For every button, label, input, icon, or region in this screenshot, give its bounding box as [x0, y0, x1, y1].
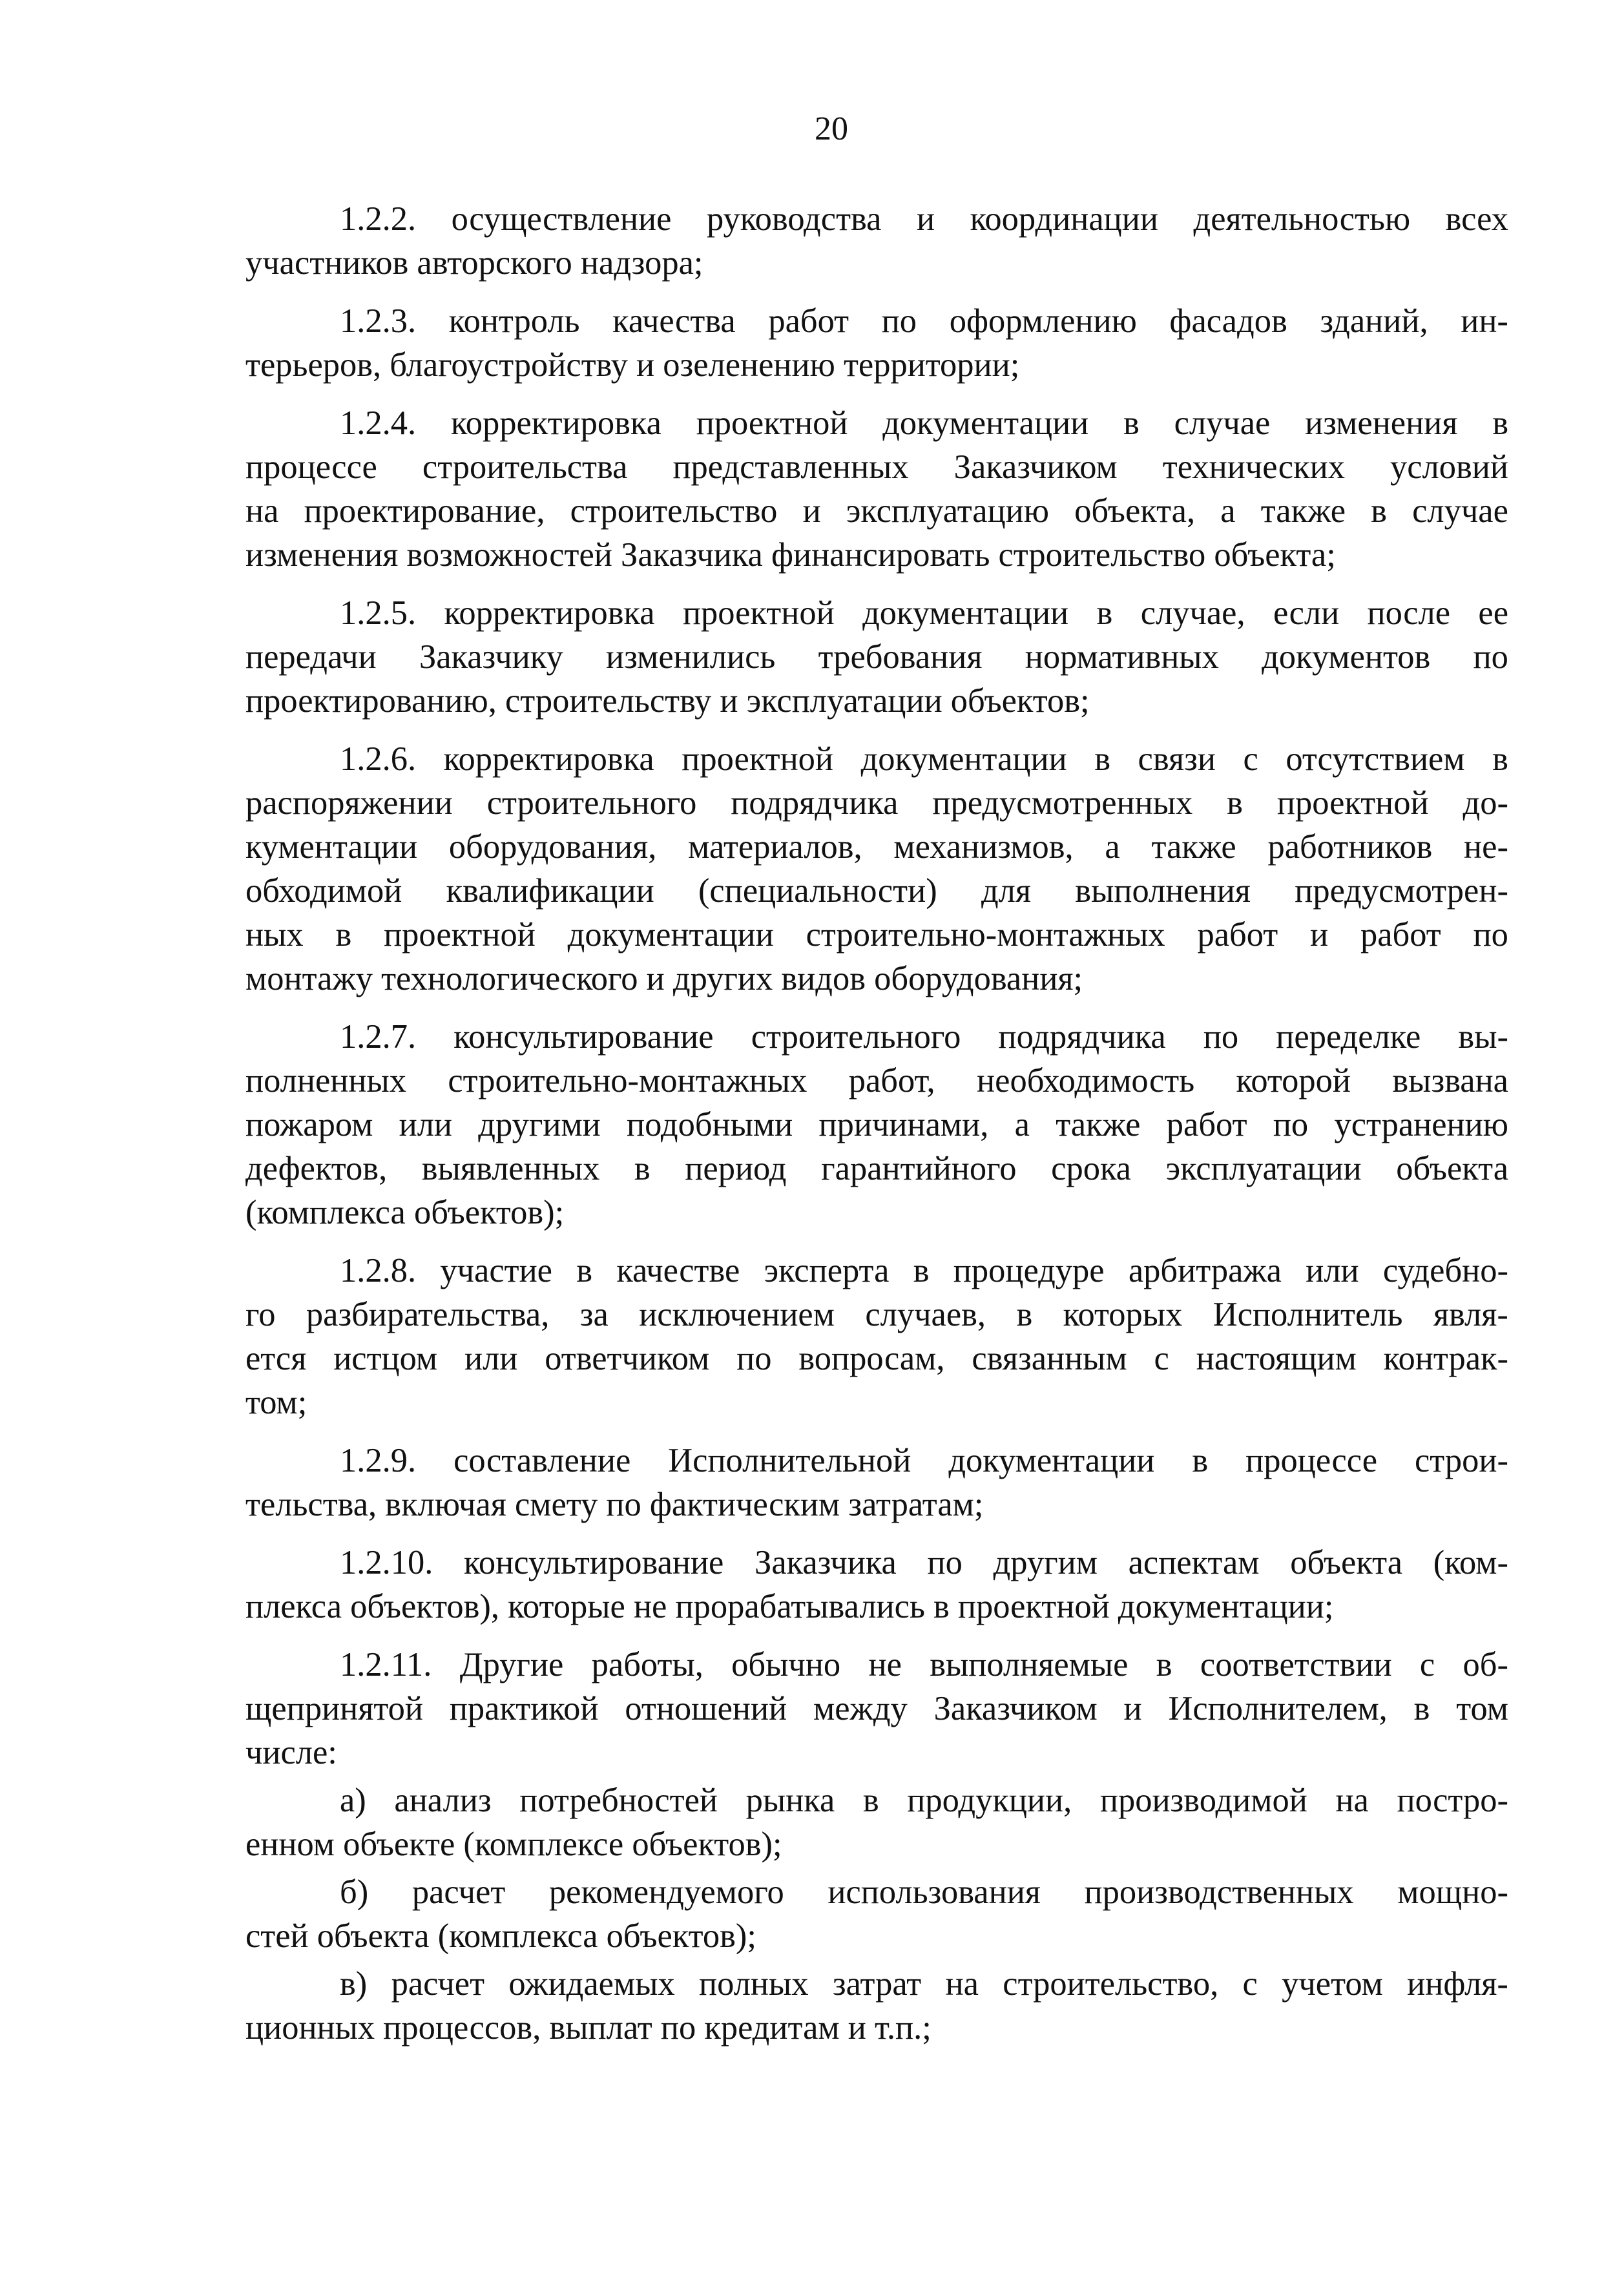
word: Заказчиком	[953, 448, 1118, 486]
text-line: стей объекта (комплекса объектов);	[245, 1917, 756, 1955]
word: строительно-монтажных	[448, 1062, 807, 1099]
word: и	[916, 200, 935, 238]
word: на	[245, 492, 279, 530]
word: вопросам,	[798, 1340, 945, 1377]
text-line	[245, 635, 1508, 679]
text-line	[245, 1870, 1508, 1914]
text-line	[245, 445, 1508, 489]
word: составление	[453, 1442, 631, 1479]
word: материалов,	[688, 828, 862, 866]
word: практикой	[449, 1690, 599, 1727]
text-line: участников авторского надзора;	[245, 244, 703, 282]
word: для	[981, 872, 1032, 910]
word: механизмов,	[893, 828, 1074, 866]
word: в	[1096, 594, 1113, 632]
word: на	[1335, 1782, 1369, 1819]
word: между	[813, 1690, 908, 1727]
text-line	[245, 1293, 1508, 1337]
word: по	[881, 302, 917, 340]
word: работников	[1267, 828, 1433, 866]
text-line	[245, 913, 1508, 957]
word: истцом	[333, 1340, 438, 1377]
word: гарантийного	[821, 1150, 1017, 1187]
word: документации	[860, 740, 1067, 778]
paragraph-1-2-2	[245, 197, 1508, 285]
text-line: числе:	[245, 1734, 337, 1771]
word: или	[464, 1340, 518, 1377]
word: деятельностью	[1193, 200, 1411, 238]
word: подрядчика	[731, 784, 899, 822]
word: которых	[1063, 1296, 1183, 1333]
word: ных	[245, 916, 304, 953]
word: эксплуатации	[1165, 1150, 1362, 1187]
word: подобными	[627, 1106, 793, 1143]
word: в	[1156, 1646, 1172, 1683]
word: контроль	[448, 302, 580, 340]
text-line: плекса объектов), которые не прорабатывались в проектной документации;	[245, 1588, 1334, 1625]
word: качестве	[616, 1252, 740, 1289]
word: осуществление	[451, 200, 672, 238]
text-line	[245, 1103, 1508, 1147]
word: случаев,	[865, 1296, 986, 1333]
word: инфля-	[1407, 1965, 1508, 2003]
paragraph-1-2-8	[245, 1249, 1508, 1424]
word: проектной	[1276, 784, 1429, 822]
word: зданий,	[1320, 302, 1428, 340]
word: 1.2.2.	[340, 200, 417, 238]
word: в	[1123, 404, 1140, 442]
word: работ	[1360, 916, 1441, 953]
word: в	[634, 1150, 651, 1187]
paragraph-item-b	[245, 1870, 1508, 1958]
word: технических	[1162, 448, 1345, 486]
word: а	[1105, 828, 1120, 866]
word: в	[1094, 740, 1110, 778]
word: также	[1151, 828, 1236, 866]
word: (специальности)	[698, 872, 937, 910]
word: работ	[768, 302, 849, 340]
word: или	[1306, 1252, 1359, 1289]
word: период	[685, 1150, 787, 1187]
paragraph-1-2-6	[245, 737, 1508, 1001]
word: Заказчиком	[933, 1690, 1098, 1727]
text-line	[245, 1541, 1508, 1585]
word: явля-	[1433, 1296, 1508, 1333]
word: ожидаемых	[508, 1965, 675, 2003]
word: оборудования,	[448, 828, 657, 866]
word: требования	[818, 638, 983, 676]
word: Заказчику	[419, 638, 563, 676]
word: в	[1413, 1690, 1430, 1727]
word: (ком-	[1433, 1544, 1508, 1581]
word: строительно-монтажных	[806, 916, 1165, 953]
word: с	[1419, 1646, 1435, 1683]
word: а	[1220, 492, 1236, 530]
word: в	[1016, 1296, 1033, 1333]
word: за	[579, 1296, 609, 1333]
document-body	[245, 197, 1508, 2054]
text-line: енном объекте (комплексе объектов);	[245, 1826, 782, 1863]
paragraph-item-a	[245, 1778, 1508, 1866]
word: выявленных	[421, 1150, 600, 1187]
word: с	[1154, 1340, 1169, 1377]
text-line: (комплекса объектов);	[245, 1194, 565, 1231]
word: в	[1192, 1442, 1209, 1479]
word: 1.2.9.	[340, 1442, 417, 1479]
word: 1.2.7.	[340, 1018, 417, 1056]
text-line	[245, 591, 1508, 635]
page-number: 20	[815, 110, 848, 147]
word: Исполнителем,	[1168, 1690, 1388, 1727]
word: Заказчика	[755, 1544, 897, 1581]
text-line	[245, 1962, 1508, 2006]
word: строительства	[422, 448, 628, 486]
word: расчет	[391, 1965, 485, 2003]
word: по	[1273, 1106, 1309, 1143]
text-line	[245, 781, 1508, 825]
word: подрядчика	[998, 1018, 1166, 1056]
word: фасадов	[1169, 302, 1287, 340]
word: другим	[993, 1544, 1098, 1581]
text-line: ционных процессов, выплат по кредитам и т.п.;	[245, 2009, 932, 2047]
word: в	[1227, 784, 1243, 822]
word: связи	[1138, 740, 1216, 778]
word: в	[1492, 740, 1508, 778]
word: кументации	[245, 828, 418, 866]
word: корректировка	[443, 740, 654, 778]
word: в)	[340, 1965, 368, 2003]
word: участие	[440, 1252, 552, 1289]
text-line	[245, 869, 1508, 913]
word: использования	[828, 1873, 1041, 1911]
word: причинами,	[818, 1106, 989, 1143]
word: и	[802, 492, 821, 530]
word: го	[245, 1296, 276, 1333]
word: обычно	[731, 1646, 841, 1683]
word: контрак-	[1383, 1340, 1508, 1377]
text-line	[245, 1337, 1508, 1380]
word: по	[1473, 916, 1508, 953]
word: строи-	[1415, 1442, 1508, 1479]
text-line	[245, 1015, 1508, 1059]
word: по	[736, 1340, 772, 1377]
word: по	[1473, 638, 1508, 676]
word: случае	[1174, 404, 1271, 442]
word: или	[399, 1106, 453, 1143]
word: производственных	[1084, 1873, 1354, 1911]
word: документации	[862, 594, 1069, 632]
word: строительство	[570, 492, 778, 530]
word: процессе	[1245, 1442, 1378, 1479]
word: проектирование,	[304, 492, 545, 530]
word: изменения	[1305, 404, 1458, 442]
word: Другие	[459, 1646, 564, 1683]
word: связанным	[972, 1340, 1127, 1377]
word: координации	[970, 200, 1158, 238]
word: работ	[1166, 1106, 1247, 1143]
word: объекта	[1396, 1150, 1508, 1187]
paragraph-1-2-10	[245, 1541, 1508, 1629]
word: отношений	[625, 1690, 787, 1727]
word: консультирование	[453, 1018, 714, 1056]
word: выполнения	[1075, 872, 1251, 910]
paragraph-1-2-4	[245, 401, 1508, 577]
word: рынка	[745, 1782, 835, 1819]
word: б)	[340, 1873, 369, 1911]
word: судебно-	[1382, 1252, 1508, 1289]
paragraph-1-2-3	[245, 299, 1508, 387]
word: и	[1123, 1690, 1142, 1727]
word: по	[1203, 1018, 1239, 1056]
word: случае,	[1140, 594, 1245, 632]
text-line	[245, 489, 1508, 533]
word: переделке	[1276, 1018, 1421, 1056]
word: 1.2.6.	[340, 740, 417, 778]
word: полненных	[245, 1062, 406, 1099]
word: процедуре	[953, 1252, 1105, 1289]
paragraph-1-2-5	[245, 591, 1508, 723]
word: работы,	[591, 1646, 703, 1683]
word: эксперта	[764, 1252, 890, 1289]
word: представленных	[672, 448, 909, 486]
text-line	[245, 825, 1508, 869]
word: арбитража	[1128, 1252, 1282, 1289]
word: с	[1242, 1965, 1258, 2003]
word: проектной	[696, 404, 848, 442]
text-line	[245, 1059, 1508, 1103]
word: строительного	[486, 784, 697, 822]
word: отсутствием	[1286, 740, 1465, 778]
word: Исполнитель	[1213, 1296, 1403, 1333]
word: пожаром	[245, 1106, 373, 1143]
word: эксплуатацию	[846, 492, 1049, 530]
word: качества	[612, 302, 736, 340]
word: постро-	[1397, 1782, 1508, 1819]
word: расчет	[411, 1873, 506, 1911]
word: 1.2.10.	[340, 1544, 433, 1581]
word: анализ	[394, 1782, 492, 1819]
word: аспектам	[1128, 1544, 1260, 1581]
word: обходимой	[245, 872, 402, 910]
word: на	[945, 1965, 979, 2003]
word: необходимость	[977, 1062, 1195, 1099]
word: выполняемые	[930, 1646, 1129, 1683]
word: которой	[1236, 1062, 1351, 1099]
word: случае	[1412, 492, 1508, 530]
paragraph-1-2-9	[245, 1439, 1508, 1526]
word: 1.2.5.	[340, 594, 417, 632]
word: если	[1273, 594, 1340, 632]
word: в	[913, 1252, 930, 1289]
word: документов	[1262, 638, 1431, 676]
word: потребностей	[519, 1782, 718, 1819]
word: продукции,	[907, 1782, 1072, 1819]
word: консультирование	[464, 1544, 724, 1581]
word: до-	[1463, 784, 1508, 822]
word: после	[1367, 594, 1451, 632]
word: нормативных	[1025, 638, 1219, 676]
word: в	[862, 1782, 879, 1819]
word: исключением	[639, 1296, 835, 1333]
word: а	[1014, 1106, 1030, 1143]
word: квалификации	[446, 872, 654, 910]
word: работ	[1197, 916, 1278, 953]
word: с	[1243, 740, 1258, 778]
word: распоряжении	[245, 784, 453, 822]
text-line: монтажу технологического и других видов оборудования;	[245, 960, 1083, 997]
word: полных	[699, 1965, 809, 2003]
paragraph-item-v	[245, 1962, 1508, 2050]
word: условий	[1390, 448, 1508, 486]
word: дефектов,	[245, 1150, 388, 1187]
word: ется	[245, 1340, 307, 1377]
text-line: тельства, включая смету по фактическим затратам;	[245, 1486, 984, 1523]
text-line	[245, 737, 1508, 781]
text-line	[245, 1147, 1508, 1191]
word: вызвана	[1392, 1062, 1508, 1099]
word: строительного	[751, 1018, 961, 1056]
word: проектной	[682, 740, 834, 778]
word: соответствии	[1200, 1646, 1392, 1683]
word: затрат	[832, 1965, 922, 2003]
word: работ,	[848, 1062, 935, 1099]
word: также	[1260, 492, 1346, 530]
word: предусмотрен-	[1295, 872, 1508, 910]
word: мощно-	[1397, 1873, 1508, 1911]
word: разбирательства,	[306, 1296, 550, 1333]
text-line	[245, 1643, 1508, 1687]
word: в	[576, 1252, 593, 1289]
text-line	[245, 401, 1508, 445]
word: передачи	[245, 638, 377, 676]
word: корректировка	[450, 404, 661, 442]
word: и	[1310, 916, 1329, 953]
word: вы-	[1458, 1018, 1508, 1056]
paragraph-1-2-7	[245, 1015, 1508, 1234]
word: учетом	[1282, 1965, 1383, 2003]
word: а)	[340, 1782, 366, 1819]
text-line: изменения возможностей Заказчика финансировать строительство объекта;	[245, 536, 1336, 574]
word: всех	[1445, 200, 1508, 238]
word: Исполнительной	[668, 1442, 911, 1479]
word: ин-	[1461, 302, 1508, 340]
word: ответчиком	[545, 1340, 710, 1377]
word: 1.2.11.	[340, 1646, 432, 1683]
word: процессе	[245, 448, 377, 486]
word: производимой	[1099, 1782, 1307, 1819]
text-line: том;	[245, 1384, 307, 1421]
word: документации	[567, 916, 774, 953]
word: руководства	[706, 200, 882, 238]
word: в	[335, 916, 352, 953]
word: другими	[478, 1106, 601, 1143]
word: объекта,	[1074, 492, 1196, 530]
text-line: терьеров, благоустройству и озеленению территории;	[245, 346, 1020, 384]
word: настоящим	[1196, 1340, 1357, 1377]
word: оформлению	[949, 302, 1137, 340]
word: по	[927, 1544, 963, 1581]
word: рекомендуемого	[548, 1873, 784, 1911]
word: проектной	[682, 594, 835, 632]
word: не-	[1464, 828, 1508, 866]
text-line	[245, 1778, 1508, 1822]
word: также	[1056, 1106, 1141, 1143]
word: том	[1456, 1690, 1508, 1727]
word: 1.2.4.	[340, 404, 417, 442]
word: устранению	[1334, 1106, 1508, 1143]
text-line	[245, 1687, 1508, 1731]
word: в	[1492, 404, 1508, 442]
word: изменились	[606, 638, 776, 676]
text-line	[245, 1249, 1508, 1293]
word: объекта	[1290, 1544, 1403, 1581]
word: документации	[948, 1442, 1155, 1479]
word: проектной	[384, 916, 536, 953]
word: об-	[1463, 1646, 1508, 1683]
text-line	[245, 197, 1508, 241]
word: документации	[882, 404, 1089, 442]
paragraph-1-2-11	[245, 1643, 1508, 1775]
word: щепринятой	[245, 1690, 424, 1727]
text-line: проектированию, строительству и эксплуатации объектов;	[245, 682, 1090, 720]
text-line	[245, 1439, 1508, 1483]
word: строительство,	[1003, 1965, 1219, 2003]
word: срока	[1051, 1150, 1131, 1187]
word: 1.2.8.	[340, 1252, 417, 1289]
text-line	[245, 299, 1508, 343]
word: не	[868, 1646, 902, 1683]
word: 1.2.3.	[340, 302, 417, 340]
word: в	[1371, 492, 1387, 530]
word: ее	[1478, 594, 1508, 632]
word: предусмотренных	[932, 784, 1193, 822]
word: корректировка	[444, 594, 655, 632]
